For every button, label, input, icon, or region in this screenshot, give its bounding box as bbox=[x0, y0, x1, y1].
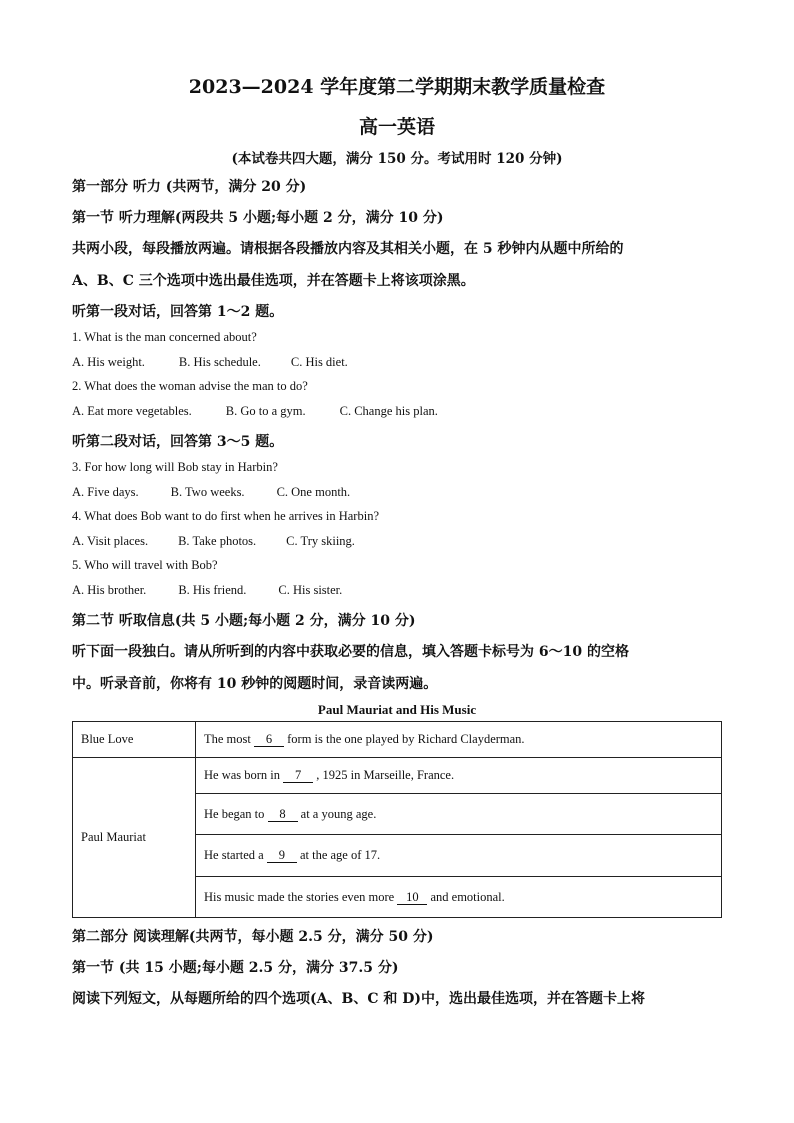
part2-heading: 第二部分 阅读理解(共两节，每小题 2.5 分，满分 50 分) bbox=[72, 929, 434, 945]
part2-section1-heading: 第一节 (共 15 小题;每小题 2.5 分，满分 37.5 分) bbox=[72, 960, 399, 976]
cell-text-pre: His music made the stories even more bbox=[204, 889, 398, 904]
dialog1-heading: 听第一段对话，回答第 1～2 题。 bbox=[72, 304, 284, 320]
option-a: A. Five days. bbox=[72, 485, 139, 499]
cell-text-pre: He started a bbox=[204, 848, 267, 862]
section2-instructions-line1: 听下面一段独白。请从所听到的内容中获取必要的信息，填入答题卡标号为 6～10 的空格 bbox=[72, 644, 629, 660]
exam-subject: 高一英语 bbox=[358, 116, 435, 138]
option-b: B. Two weeks. bbox=[170, 485, 245, 499]
table-cell bbox=[196, 794, 722, 835]
question-1-options bbox=[72, 355, 382, 370]
answer-blank-7: 7 bbox=[283, 769, 313, 783]
answer-blank-6: 6 bbox=[254, 733, 284, 747]
exam-note: (本试卷共四大题，满分 150 分。考试用时 120 分钟) bbox=[231, 151, 563, 167]
cell-text-post: at a young age. bbox=[297, 806, 377, 821]
table-row bbox=[73, 758, 722, 794]
part1-section2-heading: 第二节 听取信息(共 5 小题;每小题 2 分，满分 10 分) bbox=[72, 613, 416, 629]
option-a: A. Visit places. bbox=[72, 534, 149, 548]
cell-text-post: and emotional. bbox=[427, 889, 505, 904]
option-c: C. Try skiing. bbox=[286, 534, 355, 548]
cell-text-post: , 1925 in Marseille, France. bbox=[313, 768, 455, 782]
option-a: A. Eat more vegetables. bbox=[72, 404, 192, 418]
cell-text-pre: The most bbox=[204, 732, 254, 746]
table-title: Paul Mauriat and His Music bbox=[317, 702, 477, 717]
part1-section1-heading: 第一节 听力理解(两段共 5 小题;每小题 2 分，满分 10 分) bbox=[72, 210, 444, 226]
cell-text-pre: He began to bbox=[204, 806, 268, 821]
table-cell bbox=[196, 722, 722, 758]
option-a: A. His weight. bbox=[72, 355, 145, 369]
question-2: 2. What does the woman advise the man to do? bbox=[72, 379, 308, 393]
cell-text-post: form is the one played by Richard Clayderman. bbox=[284, 732, 525, 746]
row-label-paul-mauriat: Paul Mauriat bbox=[73, 758, 196, 918]
option-b: B. His friend. bbox=[178, 583, 247, 597]
question-3: 3. For how long will Bob stay in Harbin? bbox=[72, 460, 278, 474]
option-c: C. One month. bbox=[276, 485, 351, 499]
row-label-blue-love: Blue Love bbox=[73, 722, 196, 758]
option-b: B. His schedule. bbox=[178, 355, 261, 369]
section2-instructions-line2: 中。听录音前，你将有 10 秒钟的阅题时间，录音读两遍。 bbox=[72, 676, 438, 692]
table-cell bbox=[196, 835, 722, 877]
option-c: C. His diet. bbox=[290, 355, 348, 369]
part1-heading: 第一部分 听力 (共两节，满分 20 分) bbox=[72, 179, 307, 195]
part1-instructions-line1: 共两小段，每段播放两遍。请根据各段播放内容及其相关小题，在 5 秒钟内从题中所给的 bbox=[72, 241, 624, 257]
info-table bbox=[72, 721, 722, 918]
question-5-options bbox=[72, 583, 376, 598]
question-3-options bbox=[72, 485, 384, 500]
option-c: C. His sister. bbox=[278, 583, 343, 597]
option-b: B. Take photos. bbox=[178, 534, 257, 548]
part1-instructions-line2: A、B、C 三个选项中选出最佳选项，并在答题卡上将该项涂黑。 bbox=[72, 273, 475, 289]
option-a: A. His brother. bbox=[72, 583, 147, 597]
part2-instructions: 阅读下列短文，从每题所给的四个选项(A、B、C 和 D)中，选出最佳选项，并在答题卡上将 bbox=[72, 991, 645, 1007]
question-2-options bbox=[72, 404, 472, 419]
table-cell bbox=[196, 758, 722, 794]
table-cell bbox=[196, 877, 722, 918]
question-5: 5. Who will travel with Bob? bbox=[72, 558, 218, 572]
option-b: B. Go to a gym. bbox=[225, 404, 306, 418]
option-c: C. Change his plan. bbox=[339, 404, 438, 418]
exam-title: 2023—2024 学年度第二学期期末教学质量检查 bbox=[188, 76, 606, 98]
cell-text-post: at the age of 17. bbox=[296, 848, 381, 862]
question-4: 4. What does Bob want to do first when he arrives in Harbin? bbox=[72, 509, 379, 523]
question-1: 1. What is the man concerned about? bbox=[72, 330, 257, 344]
question-4-options bbox=[72, 534, 389, 549]
answer-blank-10: 10 bbox=[397, 891, 427, 905]
answer-blank-8: 8 bbox=[268, 808, 298, 822]
table-row bbox=[73, 722, 722, 758]
cell-text-pre: He was born in bbox=[204, 768, 284, 782]
dialog2-heading: 听第二段对话，回答第 3～5 题。 bbox=[72, 434, 284, 450]
answer-blank-9: 9 bbox=[267, 849, 297, 863]
